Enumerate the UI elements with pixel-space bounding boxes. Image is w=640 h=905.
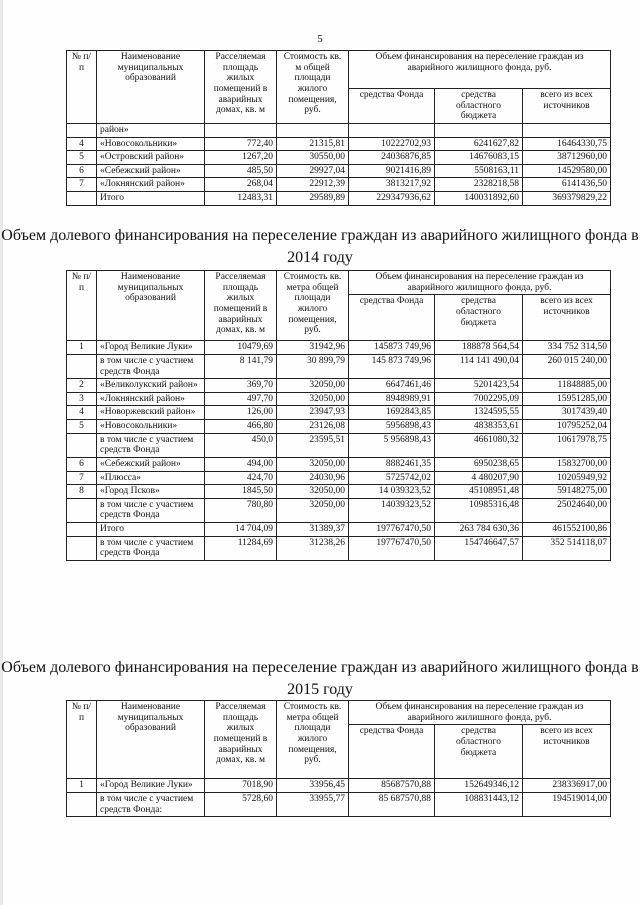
row-name: в том числе с участием средств Фонда: [97,792,205,816]
row-total: 6141436,50 [523,178,611,192]
row-total: 11848885,00 [523,379,611,393]
row-regional: 4661080,32 [435,433,523,457]
header-cost: Стоимость кв. метра общей площади жилого помещения, руб. [277,271,349,341]
row-name: «Новоржевский район» [97,406,205,420]
row-regional: 6950238,65 [435,457,523,471]
row-name: в том числе с участием средств Фонда [97,433,205,457]
row-cost: 32050,00 [277,457,349,471]
row-num: 5 [67,420,97,434]
row-fund: 24036876,85 [349,151,435,165]
row-num: 6 [67,457,97,471]
row-regional: 140031892,60 [435,192,523,206]
header-regional: средства областного бюджета [435,295,523,341]
row-regional: 6241627,82 [435,137,523,151]
row-regional: 5201423,54 [435,379,523,393]
row-total: 10795252,04 [523,420,611,434]
row-name: в том числе с участием средств Фонда [97,536,205,560]
row-total: 10617978,75 [523,433,611,457]
table-row [67,379,611,393]
row-area: 7018,90 [205,779,277,793]
row-fund: 9021416,89 [349,164,435,178]
row-name: «Себежский район» [97,164,205,178]
row-total [523,123,611,137]
row-total: 369379829,22 [523,192,611,206]
row-area: 1845,50 [205,485,277,499]
row-total: 352 514118,07 [523,536,611,560]
row-name: «Город Великие Луки» [97,779,205,793]
row-total: 15832700,00 [523,457,611,471]
header-financing: Объем финансирования на переселение граждан из аварийного жилищного фонда, руб. [349,271,611,295]
row-area: 772,40 [205,137,277,151]
row-area: 5728,60 [205,792,277,816]
header-name: Наименование муниципальных образований [97,51,205,124]
header-fund: средства Фонда [349,295,435,341]
row-num: 1 [67,779,97,793]
row-total: 260 015 240,00 [523,354,611,378]
header-num: № п/п [67,701,97,779]
row-area: 14 704,09 [205,523,277,537]
row-num: 5 [67,151,97,165]
row-total: 15951285,00 [523,392,611,406]
header-num: № п/п [67,271,97,341]
row-fund: 8948989,91 [349,392,435,406]
table-row [67,779,611,793]
header-regional: средства областного бюджета [435,89,523,124]
row-regional [435,123,523,137]
header-area: Расселяемая площадь жилых помещений в аварийных домах, кв. м [205,271,277,341]
row-area: 450,0 [205,433,277,457]
row-fund: 10222702,93 [349,137,435,151]
row-num [67,123,97,137]
table-row [67,406,611,420]
row-fund: 3813217,92 [349,178,435,192]
row-area: 485,50 [205,164,277,178]
row-cost [277,123,349,137]
header-name: Наименование муниципальных образований [97,701,205,779]
row-area: 11284,69 [205,536,277,560]
row-regional: 4 480207,90 [435,471,523,485]
row-num [67,354,97,378]
row-name: район» [97,123,205,137]
table-row [67,485,611,499]
row-name: «Локнянский район» [97,178,205,192]
row-fund: 145873 749,96 [349,341,435,355]
row-num: 2 [67,379,97,393]
row-fund: 85 687570,88 [349,792,435,816]
row-total: 334 752 314,50 [523,341,611,355]
row-cost: 31238,26 [277,536,349,560]
row-name: Итого [97,523,205,537]
row-cost: 21315,81 [277,137,349,151]
row-cost: 32050,00 [277,379,349,393]
row-name: «Город Великие Луки» [97,341,205,355]
row-regional: 108831443,12 [435,792,523,816]
row-fund: 5725742,02 [349,471,435,485]
row-num: 6 [67,164,97,178]
row-fund: 197767470,50 [349,536,435,560]
row-fund: 5 956898,43 [349,433,435,457]
heading-2015: Объем долевого финансирования на переселение граждан из аварийного жилищного фонда в 2015 году [1,659,639,698]
row-name: Итого [97,192,205,206]
header-name: Наименование муниципальных образований [97,271,205,341]
row-num: 4 [67,406,97,420]
header-area: Расселяемая площадь жилых помещений в аварийных домах, кв. м [205,51,277,124]
row-fund: 197767470,50 [349,523,435,537]
row-name: в том числе с участием средств Фонда [97,498,205,522]
row-area: 12483,31 [205,192,277,206]
row-cost: 23126,08 [277,420,349,434]
row-num: 3 [67,392,97,406]
header-total: всего из всех источников [523,295,611,341]
table-row [67,151,611,165]
table-row [67,392,611,406]
row-area: 126,00 [205,406,277,420]
header-cost: Стоимость кв. м общей площади жилого помещения, руб. [277,51,349,124]
row-regional: 263 784 630,36 [435,523,523,537]
table-body [67,779,611,817]
table-row [67,457,611,471]
row-cost: 32050,00 [277,392,349,406]
row-fund: 14039323,52 [349,498,435,522]
row-num [67,433,97,457]
table-2013-continuation [66,50,611,206]
row-area: 424,70 [205,471,277,485]
table-row [67,792,611,816]
row-cost: 32050,00 [277,498,349,522]
row-cost: 33955,77 [277,792,349,816]
row-num: 4 [67,137,97,151]
row-regional: 188878 564,54 [435,341,523,355]
row-fund [349,123,435,137]
row-num: 7 [67,471,97,485]
row-num: 7 [67,178,97,192]
header-total: всего из всех источников [523,725,611,779]
row-area: 369,70 [205,379,277,393]
row-name: «Плюсса» [97,471,205,485]
row-area: 10479,69 [205,341,277,355]
row-total: 59148275,00 [523,485,611,499]
header-fund: средства Фонда [349,725,435,779]
row-num [67,523,97,537]
table-row [67,536,611,560]
table-2015 [66,700,611,817]
row-name: «Город Псков» [97,485,205,499]
row-name: «Новосокольники» [97,137,205,151]
header-fund: средства Фонда [349,89,435,124]
row-name: «Островский район» [97,151,205,165]
row-fund: 85687570,88 [349,779,435,793]
row-num: 8 [67,485,97,499]
row-num [67,192,97,206]
row-regional: 4838353,61 [435,420,523,434]
table-row [67,178,611,192]
row-regional: 10985316,48 [435,498,523,522]
row-area: 494,00 [205,457,277,471]
row-regional: 7002295,09 [435,392,523,406]
row-cost: 33956,45 [277,779,349,793]
row-num [67,792,97,816]
row-cost: 23595,51 [277,433,349,457]
row-name: «Локнянский район» [97,392,205,406]
row-fund: 14 039323,52 [349,485,435,499]
row-cost: 30 899,79 [277,354,349,378]
row-cost: 23947,93 [277,406,349,420]
row-fund: 145 873 749,96 [349,354,435,378]
row-total: 194519014,00 [523,792,611,816]
row-cost: 31942,96 [277,341,349,355]
table-row [67,137,611,151]
header-num: № п/п [67,51,97,124]
header-financing: Объем финансирования на переселение граждан из аварийного жилищного фонда, руб. [349,51,611,89]
scan-edge [0,0,3,905]
row-area: 1267,20 [205,151,277,165]
row-num [67,498,97,522]
table-row [67,471,611,485]
row-cost: 22912,39 [277,178,349,192]
table-row [67,164,611,178]
header-cost: Стоимость кв. метра общей площади жилого помещения, руб. [277,701,349,779]
row-regional: 5508163,11 [435,164,523,178]
row-regional: 1324595,55 [435,406,523,420]
row-name: «Себежский район» [97,457,205,471]
row-area [205,123,277,137]
header-area: Расселяемая площадь жилых помещений в аварийных домах, кв. м [205,701,277,779]
table-row [67,523,611,537]
page-number: 5 [317,33,323,45]
row-area: 8 141,79 [205,354,277,378]
row-regional: 2328218,58 [435,178,523,192]
row-total: 38712960,00 [523,151,611,165]
table-row [67,123,611,137]
row-total: 10205949,92 [523,471,611,485]
table-row [67,354,611,378]
row-total: 461552100,86 [523,523,611,537]
row-name: «Великолукский район» [97,379,205,393]
row-cost: 29927,04 [277,164,349,178]
header-total: всего из всех источников [523,89,611,124]
table-body [67,341,611,561]
row-area: 466,80 [205,420,277,434]
row-fund: 229347936,62 [349,192,435,206]
row-area: 780,80 [205,498,277,522]
table-row [67,498,611,522]
row-total: 3017439,40 [523,406,611,420]
row-regional: 14676083,15 [435,151,523,165]
row-cost: 32050,00 [277,485,349,499]
table-row [67,341,611,355]
row-cost: 31389,37 [277,523,349,537]
heading-2014: Объем долевого финансирования на переселение граждан из аварийного жилищного фонда в 2014 году [1,227,639,266]
row-total: 25024640,00 [523,498,611,522]
table-2014 [66,270,611,561]
row-name: в том числе с участием средств Фонда [97,354,205,378]
header-financing: Объем финансирования на переселение граждан из аварийного жилишного фонда, руб. [349,701,611,725]
row-fund: 6647461,46 [349,379,435,393]
table-row [67,433,611,457]
row-cost: 29589,89 [277,192,349,206]
row-regional: 114 141 490,04 [435,354,523,378]
row-num [67,536,97,560]
row-num: 1 [67,341,97,355]
row-total: 238336917,00 [523,779,611,793]
row-fund: 5956898,43 [349,420,435,434]
row-cost: 30550,00 [277,151,349,165]
row-regional: 45108951,48 [435,485,523,499]
row-name: «Новосокольники» [97,420,205,434]
row-area: 497,70 [205,392,277,406]
table-body [67,123,611,205]
row-fund: 1692843,85 [349,406,435,420]
table-row [67,192,611,206]
row-fund: 8882461,35 [349,457,435,471]
row-regional: 152649346,12 [435,779,523,793]
header-regional: средства областного бюджета [435,725,523,779]
row-total: 16464330,75 [523,137,611,151]
row-total: 14529580,00 [523,164,611,178]
table-row [67,420,611,434]
row-cost: 24030,96 [277,471,349,485]
row-regional: 154746647,57 [435,536,523,560]
row-area: 268,04 [205,178,277,192]
